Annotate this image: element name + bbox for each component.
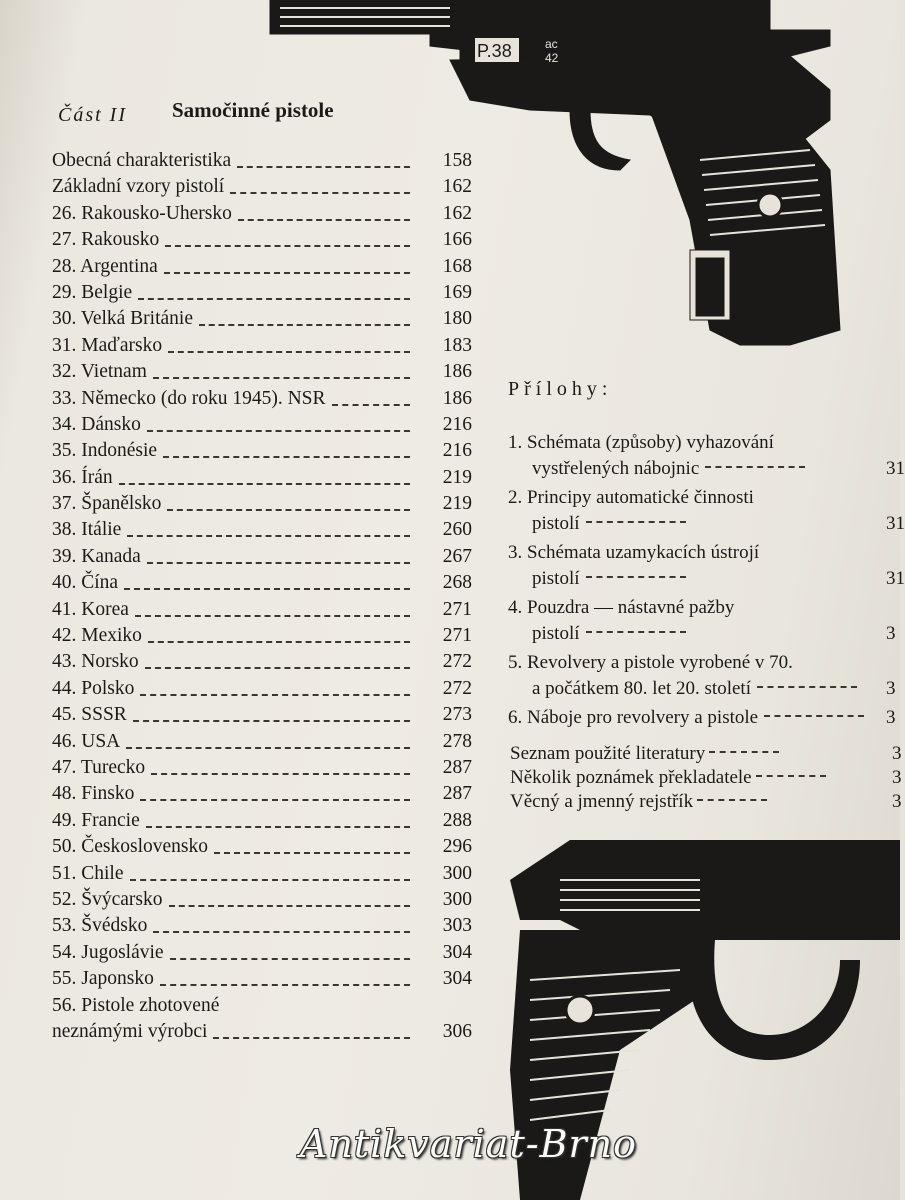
toc-entry-label: 39. Kanada — [52, 545, 141, 567]
dot-leader — [135, 589, 410, 617]
toc-entry — [52, 966, 482, 992]
dot-leader — [133, 694, 410, 722]
section-title: Samočinné pistole — [172, 98, 334, 122]
toc-entry-label: 30. Velká Británie — [52, 308, 193, 330]
toc-entry-page: 260 — [442, 519, 472, 541]
dot-leader — [170, 932, 410, 960]
toc-entry-page: 219 — [442, 493, 472, 515]
appendix-item-page: 3 — [886, 707, 896, 728]
toc-entry-page: 272 — [442, 651, 472, 673]
dot-leader — [167, 483, 410, 511]
toc-entry-label: 54. Jugoslávie — [52, 941, 164, 963]
toc-entry-page: 267 — [442, 545, 472, 567]
toc-entry-label: 52. Švýcarsko — [52, 888, 163, 910]
appendix-item — [508, 650, 900, 702]
dot-leader — [169, 879, 410, 907]
toc-entry-label: 46. USA — [52, 730, 121, 752]
toc-entry-page: 287 — [442, 783, 472, 805]
appendix-list — [508, 430, 905, 734]
gun-year-marking: 42 — [545, 51, 559, 65]
appendix-item — [508, 540, 905, 592]
table-of-contents — [52, 148, 482, 1045]
literature-entry — [510, 766, 900, 790]
dot-leader — [119, 457, 410, 485]
toc-entry-page: 166 — [442, 229, 472, 251]
toc-entry-page: 168 — [442, 255, 472, 277]
appendix-item-title-line2: a počátkem 80. let 20. století — [532, 678, 751, 699]
dot-leader — [586, 521, 686, 523]
dot-leader — [230, 166, 410, 194]
dot-leader — [238, 193, 410, 221]
toc-entry-label: 29. Belgie — [52, 281, 133, 303]
toc-entry-page: 183 — [442, 334, 472, 356]
literature-entry-label: Věcný a jmenný rejstřík — [510, 791, 694, 812]
toc-entry-label: 27. Rakousko — [52, 229, 160, 251]
dot-leader — [153, 351, 410, 379]
appendix-item — [508, 595, 900, 647]
toc-entry-label: 31. Maďarsko — [52, 334, 163, 356]
dot-leader — [213, 1011, 410, 1039]
toc-entry-page: 186 — [442, 387, 472, 409]
toc-entry-page: 162 — [442, 176, 472, 198]
dot-leader — [168, 325, 410, 353]
appendix-item — [508, 485, 905, 537]
toc-entry-label: 55. Japonsko — [52, 968, 154, 990]
toc-entry-page: 271 — [442, 625, 472, 647]
toc-entry-page: 271 — [442, 598, 472, 620]
literature-entry-label: Seznam použité literatury — [510, 743, 706, 764]
appendix-item-title-line2: pistolí — [532, 623, 580, 644]
toc-entry-label: 42. Mexiko — [52, 625, 142, 647]
appendix-item-page: 31 — [886, 568, 905, 589]
literature-entry-page: 3 — [892, 791, 902, 812]
appendix-item-page: 31 — [886, 458, 905, 479]
toc-entry-page: 300 — [442, 888, 472, 910]
dot-leader — [757, 686, 857, 688]
dot-leader — [140, 773, 410, 801]
dot-leader — [147, 536, 410, 564]
appendix-item-title-line2: vystřelených nábojnic — [532, 458, 700, 479]
toc-entry — [52, 359, 482, 385]
toc-entry-page: 304 — [442, 941, 472, 963]
dot-leader — [163, 430, 410, 458]
toc-entry-page: 287 — [442, 756, 472, 778]
toc-entry-label: 34. Dánsko — [52, 413, 141, 435]
toc-entry-page: 216 — [442, 413, 472, 435]
toc-entry-label: 53. Švédsko — [52, 915, 148, 937]
dot-leader — [705, 466, 805, 468]
dot-leader — [153, 905, 410, 933]
literature-entry-label: Několik poznámek překladatele — [510, 767, 752, 788]
toc-entry-label-line2: neznámými výrobci — [52, 1020, 208, 1042]
toc-entry-label: 47. Turecko — [52, 756, 146, 778]
appendix-item-title: 3. Schémata uzamykacích ústrojí — [508, 542, 760, 563]
dot-leader — [151, 747, 410, 775]
literature-entry-page: 3 — [892, 743, 902, 764]
toc-entry-page: 162 — [442, 202, 472, 224]
toc-entry-label: 56. Pistole zhotovené — [52, 994, 220, 1016]
toc-entry-page: 186 — [442, 361, 472, 383]
toc-entry-page: 306 — [442, 1020, 472, 1042]
section-prefix: Část II — [58, 104, 127, 126]
toc-entry-label: 35. Indonésie — [52, 440, 158, 462]
dot-leader — [147, 404, 410, 432]
appendix-item-title: 5. Revolvery a pistole vyrobené v 70. — [508, 652, 793, 673]
appendix-item — [508, 430, 905, 482]
toc-entry-page: 278 — [442, 730, 472, 752]
literature-list — [510, 742, 900, 814]
toc-entry-label: 45. SSSR — [52, 704, 127, 726]
toc-entry-label: 37. Španělsko — [52, 493, 162, 515]
dot-leader — [126, 721, 410, 749]
toc-entry-page: 296 — [442, 836, 472, 858]
toc-entry-page: 169 — [442, 281, 472, 303]
appendix-item-title: 1. Schémata (způsoby) vyhazování — [508, 432, 774, 453]
appendix-item-title-line2: pistolí — [532, 568, 580, 589]
toc-entry-page: 300 — [442, 862, 472, 884]
toc-entry-continuation — [52, 1019, 482, 1045]
toc-entry-label: 33. Německo (do roku 1945). NSR — [52, 387, 326, 409]
appendix-item-title: 2. Principy automatické činnosti — [508, 487, 754, 508]
dot-leader — [130, 853, 410, 881]
antikvariat-watermark: Antikvariat-Brno — [300, 1122, 638, 1166]
appendix-item-title: 6. Náboje pro revolvery a pistole — [508, 707, 759, 728]
toc-entry-page: 268 — [442, 572, 472, 594]
appendix-item-title: 4. Pouzdra — nástavné pažby — [508, 597, 735, 618]
toc-entry-label: 36. Írán — [52, 466, 113, 488]
dot-leader — [146, 800, 410, 828]
dot-leader — [165, 219, 410, 247]
toc-entry-page: 303 — [442, 915, 472, 937]
toc-entry-label: 43. Norsko — [52, 651, 139, 673]
toc-entry-page: 273 — [442, 704, 472, 726]
appendix-item-page: 3 — [886, 678, 896, 699]
dot-leader — [237, 140, 410, 168]
literature-entry — [510, 790, 900, 814]
literature-entry-page: 3 — [892, 767, 902, 788]
dot-leader — [148, 615, 410, 643]
literature-entry — [510, 742, 900, 766]
appendix-item-page: 31 — [886, 513, 905, 534]
dot-leader — [138, 272, 410, 300]
toc-entry-label: 28. Argentina — [52, 255, 158, 277]
toc-entry-page: 158 — [442, 150, 472, 171]
appendix-item — [508, 705, 900, 731]
dot-leader — [709, 751, 779, 753]
dot-leader — [160, 958, 410, 986]
dot-leader — [332, 378, 410, 406]
gun-model-marking: P.38 — [477, 41, 512, 61]
dot-leader — [140, 668, 410, 696]
toc-entry-label: 50. Československo — [52, 836, 208, 858]
dot-leader — [124, 562, 410, 590]
dot-leader — [164, 246, 410, 274]
dot-leader — [199, 298, 410, 326]
dot-leader — [586, 631, 686, 633]
dot-leader — [127, 509, 410, 537]
dot-leader — [214, 826, 410, 854]
toc-entry-label: 48. Finsko — [52, 783, 135, 805]
toc-entry-label: Základní vzory pistolí — [52, 176, 225, 198]
dot-leader — [697, 799, 767, 801]
dot-leader — [145, 641, 410, 669]
toc-entry-page: 272 — [442, 677, 472, 699]
toc-entry-page: 288 — [442, 809, 472, 831]
dot-leader — [756, 775, 826, 777]
appendix-heading: Přílohy: — [508, 378, 613, 400]
toc-entry-label: 49. Francie — [52, 809, 140, 831]
toc-entry-page: 216 — [442, 440, 472, 462]
toc-entry-label: 51. Chile — [52, 862, 124, 884]
appendix-item-title-line2: pistolí — [532, 513, 580, 534]
toc-entry-label: 38. Itálie — [52, 519, 122, 541]
toc-entry-label: 44. Polsko — [52, 677, 135, 699]
dot-leader — [764, 715, 864, 717]
dot-leader — [586, 576, 686, 578]
toc-entry-label: Obecná charakteristika — [52, 150, 232, 171]
toc-entry-label: 41. Korea — [52, 598, 129, 620]
toc-entry-page: 180 — [442, 308, 472, 330]
section-heading — [58, 96, 478, 130]
toc-entry-label: 32. Vietnam — [52, 361, 147, 383]
toc-entry-label: 26. Rakousko-Uhersko — [52, 202, 232, 224]
appendix-item-page: 3 — [886, 623, 896, 644]
gun-code-marking: ac — [545, 37, 558, 51]
toc-entry-page: 304 — [442, 968, 472, 990]
toc-entry-page: 219 — [442, 466, 472, 488]
toc-entry-label: 40. Čína — [52, 572, 119, 594]
